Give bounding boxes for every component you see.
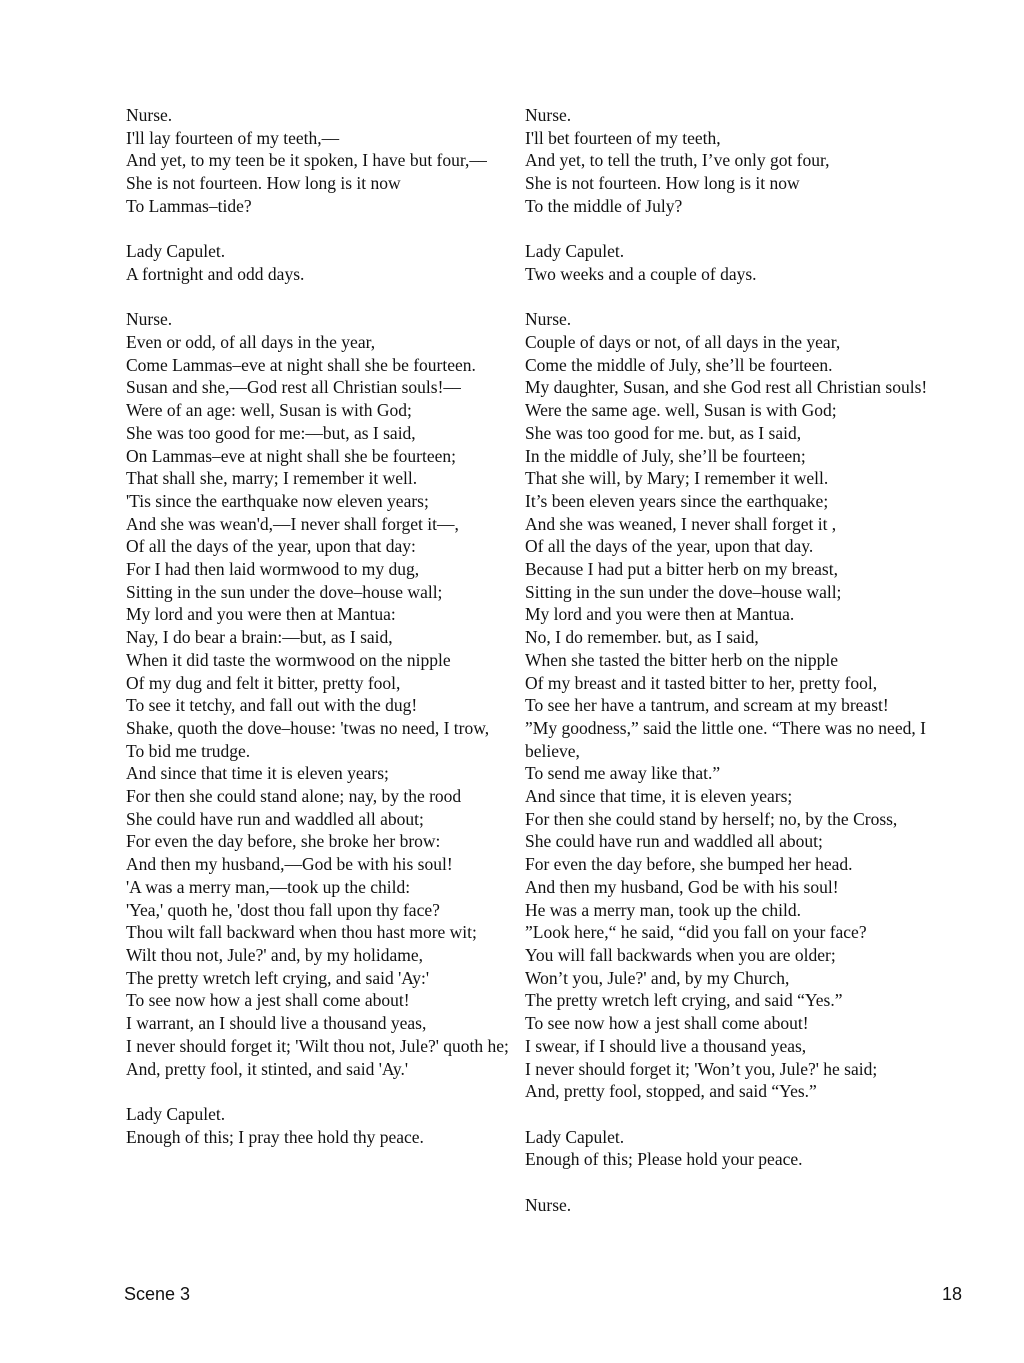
speech-block	[126, 240, 516, 285]
verse-line: And then my husband,––God be with his soul!	[126, 854, 453, 875]
verse-line: Because I had put a bitter herb on my breast,	[525, 559, 838, 580]
speech-block	[525, 1126, 965, 1171]
verse-line: Of my dug and felt it bitter, pretty fool,	[126, 672, 401, 693]
verse-line: Two weeks and a couple of days.	[525, 263, 757, 284]
verse-line: Of all the days of the year, upon that day:	[126, 536, 416, 557]
verse-line: Enough of this; I pray thee hold thy peace.	[126, 1126, 424, 1147]
verse-line: That shall she, marry; I remember it well.	[126, 468, 418, 489]
speech-block	[525, 104, 965, 218]
verse-line: Won’t you, Jule?' and, by my Church,	[525, 967, 790, 988]
verse-line: Even or odd, of all days in the year,	[126, 332, 376, 352]
verse-line: She could have run and waddled all about;	[126, 808, 424, 829]
verse-line: She is not fourteen. How long is it now	[525, 173, 800, 194]
verse-line: And yet, to my teen be it spoken, I have but four,––	[126, 150, 487, 171]
speaker-name: Nurse.	[126, 309, 173, 330]
verse-line: For I had then laid wormwood to my dug,	[126, 559, 420, 580]
verse-line: And yet, to tell the truth, I’ve only got four,	[525, 150, 830, 171]
verse-line: To see now how a jest shall come about!	[126, 990, 410, 1011]
verse-line: She was too good for me. but, as I said,	[525, 422, 802, 443]
speaker-name: Lady Capulet.	[126, 241, 226, 262]
verse-line: ”Look here,“ he said, “did you fall on your face?	[525, 922, 867, 943]
verse-line: The pretty wretch left crying, and said “Yes.”	[525, 990, 843, 1011]
speaker-name: Nurse.	[525, 309, 572, 330]
verse-line: And, pretty fool, stopped, and said “Yes.”	[525, 1081, 817, 1102]
verse-line: On Lammas–eve at night shall she be fourteen;	[126, 445, 456, 466]
verse-line: She is not fourteen. How long is it now	[126, 173, 401, 194]
speaker-name: Nurse.	[525, 1194, 572, 1215]
verse-line: The pretty wretch left crying, and said 'Ay:'	[126, 967, 430, 988]
modern-text-column	[525, 104, 965, 1239]
speech-block	[525, 308, 965, 1103]
verse-line: And she was weaned, I never shall forget it ,	[525, 513, 837, 534]
verse-line: When she tasted the bitter herb on the nipple	[525, 649, 838, 670]
verse-line: In the middle of July, she’ll be fourteen;	[525, 445, 806, 466]
verse-line: To see now how a jest shall come about!	[525, 1013, 809, 1034]
verse-line: 'Yea,' quoth he, 'dost thou fall upon thy face?	[126, 899, 440, 920]
verse-line: I'll bet fourteen of my teeth,	[525, 127, 721, 148]
verse-line: Were the same age. well, Susan is with God;	[525, 400, 837, 421]
verse-line: I swear, if I should live a thousand yeas,	[525, 1035, 807, 1056]
verse-line: She could have run and waddled all about;	[525, 831, 823, 852]
verse-line: My lord and you were then at Mantua:	[126, 604, 396, 625]
verse-line: When it did taste the wormwood on the nipple	[126, 649, 451, 670]
verse-line: To send me away like that.”	[525, 763, 721, 784]
verse-line: Nay, I do bear a brain:––but, as I said,	[126, 627, 393, 648]
speaker-name: Lady Capulet.	[525, 241, 625, 262]
verse-line: To see her have a tantrum, and scream at my breast!	[525, 695, 889, 716]
verse-line: My daughter, Susan, and she God rest all Christian souls!	[525, 377, 928, 398]
speech-block	[525, 240, 965, 285]
verse-line: Come the middle of July, she’ll be fourteen.	[525, 354, 833, 375]
speaker-name: Nurse.	[525, 105, 572, 125]
verse-line: It’s been eleven years since the earthquake;	[525, 490, 829, 511]
speech-block	[126, 1103, 516, 1148]
verse-line: And since that time it is eleven years;	[126, 763, 389, 784]
verse-line: To bid me trudge.	[126, 740, 251, 761]
verse-line: To Lammas–tide?	[126, 195, 252, 216]
verse-line: Shake, quoth the dove–house: 'twas no need, I trow,	[126, 717, 490, 738]
verse-line: You will fall backwards when you are older;	[525, 944, 836, 965]
verse-line: And then my husband, God be with his soul!	[525, 876, 839, 897]
verse-line: Thou wilt fall backward when thou hast more wit;	[126, 922, 477, 943]
verse-line: Of my breast and it tasted bitter to her, pretty fool,	[525, 672, 878, 693]
verse-line: No, I do remember. but, as I said,	[525, 627, 759, 648]
verse-line: He was a merry man, took up the child.	[525, 899, 802, 920]
verse-line: And, pretty fool, it stinted, and said 'Ay.'	[126, 1058, 409, 1079]
verse-line: I never should forget it; 'Won’t you, Jule?' he said;	[525, 1058, 878, 1079]
speaker-name: Lady Capulet.	[126, 1103, 226, 1124]
verse-line: For then she could stand by herself; no, by the Cross,	[525, 808, 898, 829]
verse-line: My lord and you were then at Mantua.	[525, 604, 795, 625]
verse-line: Susan and she,––God rest all Christian souls!––	[126, 377, 461, 398]
verse-line: Enough of this; Please hold your peace.	[525, 1149, 803, 1170]
verse-line: To the middle of July?	[525, 195, 683, 216]
verse-line: She was too good for me:––but, as I said,	[126, 422, 416, 443]
speaker-name: Lady Capulet.	[525, 1126, 625, 1147]
verse-line: Were of an age: well, Susan is with God;	[126, 400, 412, 421]
verse-line: I'll lay fourteen of my teeth,––	[126, 127, 340, 148]
verse-line: 'A was a merry man,––took up the child:	[126, 876, 411, 897]
verse-line: Of all the days of the year, upon that day.	[525, 536, 814, 557]
verse-line: For even the day before, she bumped her head.	[525, 854, 853, 875]
original-text-column	[126, 104, 516, 1171]
verse-line: To see it tetchy, and fall out with the dug!	[126, 695, 418, 716]
verse-line: Sitting in the sun under the dove–house wall;	[525, 581, 842, 602]
speaker-name: Nurse.	[126, 105, 173, 125]
verse-line: And since that time, it is eleven years;	[525, 786, 793, 807]
footer-page-number: 18	[941, 1284, 962, 1304]
verse-line: For then she could stand alone; nay, by the rood	[126, 786, 462, 807]
speech-block	[525, 1194, 965, 1217]
verse-line: I warrant, an I should live a thousand yeas,	[126, 1013, 427, 1034]
verse-line: For even the day before, she broke her brow:	[126, 831, 441, 852]
verse-line: Couple of days or not, of all days in the year,	[525, 332, 841, 352]
speech-block	[126, 308, 516, 1080]
verse-line: That she will, by Mary; I remember it well.	[525, 468, 829, 489]
speech-block	[126, 104, 516, 218]
footer-scene-label: Scene 3	[124, 1284, 191, 1304]
verse-line: Sitting in the sun under the dove–house wall;	[126, 581, 443, 602]
verse-line: A fortnight and odd days.	[126, 263, 305, 284]
verse-line: And she was wean'd,––I never shall forget it––,	[126, 513, 459, 534]
verse-line: Come Lammas–eve at night shall she be fourteen.	[126, 354, 476, 375]
verse-line: I never should forget it; 'Wilt thou not, Jule?' quoth he;	[126, 1035, 509, 1056]
verse-line: 'Tis since the earthquake now eleven years;	[126, 490, 429, 511]
verse-line: ”My goodness,” said the little one. “There was no need, I believe,	[525, 717, 926, 761]
verse-line: Wilt thou not, Jule?' and, by my holidame,	[126, 944, 423, 965]
